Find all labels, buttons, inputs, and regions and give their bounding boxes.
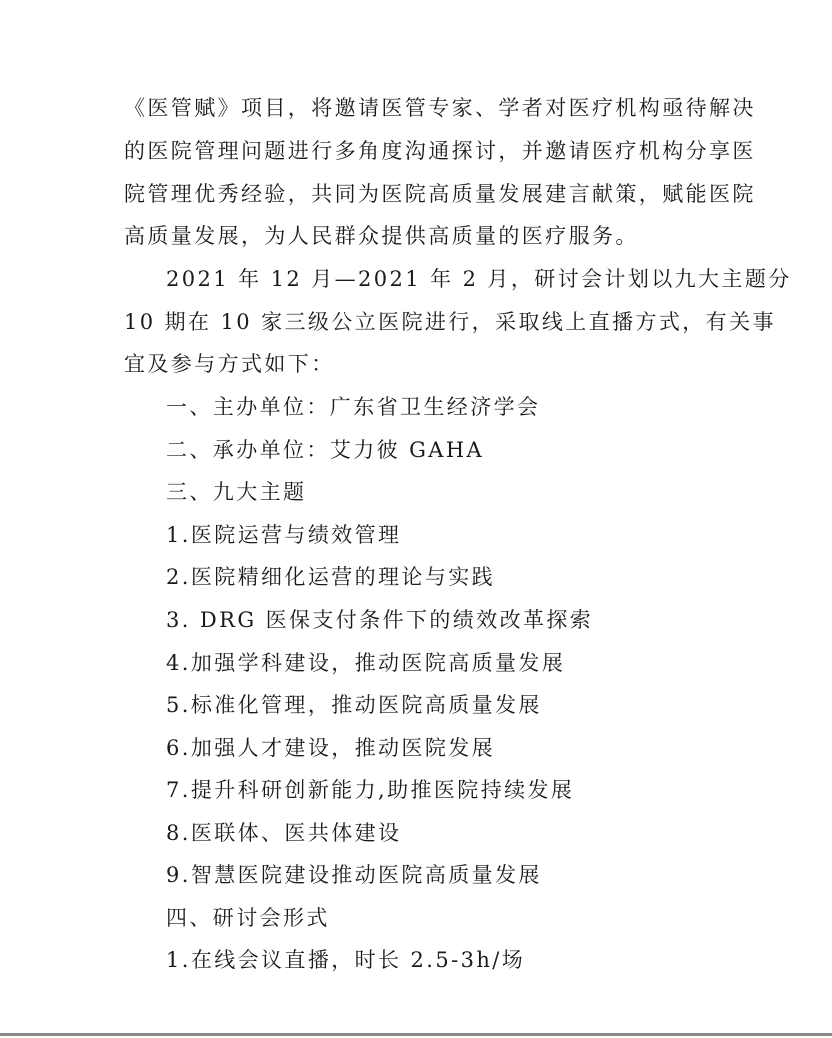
format-heading: 四、研讨会形式 — [166, 906, 330, 930]
paragraph2-line-3: 宜及参与方式如下： — [124, 352, 335, 376]
co-organizer-line: 二、承办单位：艾力彼 GAHA — [166, 438, 485, 462]
paragraph1-line-2: 的医院管理问题进行多角度沟通探讨，并邀请医疗机构分享医 — [124, 139, 756, 163]
paragraph1-line-1: 《医管赋》项目，将邀请医管专家、学者对医疗机构亟待解决 — [124, 96, 756, 120]
format-item-1: 1.在线会议直播，时长 2.5-3h/场 — [166, 948, 526, 972]
theme-item-7: 7.提升科研创新能力,助推医院持续发展 — [166, 778, 575, 802]
paragraph1-line-4: 高质量发展，为人民群众提供高质量的医疗服务。 — [124, 224, 639, 248]
paragraph2-line-1: 2021 年 12 月—2021 年 2 月，研讨会计划以九大主题分 — [166, 267, 792, 291]
theme-item-5: 5.标准化管理，推动医院高质量发展 — [166, 693, 542, 717]
theme-item-6: 6.加强人才建设，推动医院发展 — [166, 736, 496, 760]
theme-item-1: 1.医院运营与绩效管理 — [166, 523, 402, 547]
paragraph2-line-2: 10 期在 10 家三级公立医院进行，采取线上直播方式，有关事 — [124, 310, 776, 334]
theme-item-2: 2.医院精细化运营的理论与实践 — [166, 565, 496, 589]
page-bottom-divider — [0, 1033, 832, 1036]
themes-heading: 三、九大主题 — [166, 480, 307, 504]
theme-item-9: 9.智慧医院建设推动医院高质量发展 — [166, 863, 542, 887]
paragraph1-line-3: 院管理优秀经验，共同为医院高质量发展建言献策，赋能医院 — [124, 182, 756, 206]
theme-item-8: 8.医联体、医共体建设 — [166, 821, 402, 845]
theme-item-3: 3. DRG 医保支付条件下的绩效改革探索 — [166, 608, 594, 632]
organizer-line: 一、主办单位：广东省卫生经济学会 — [166, 395, 541, 419]
theme-item-4: 4.加强学科建设，推动医院高质量发展 — [166, 651, 566, 675]
